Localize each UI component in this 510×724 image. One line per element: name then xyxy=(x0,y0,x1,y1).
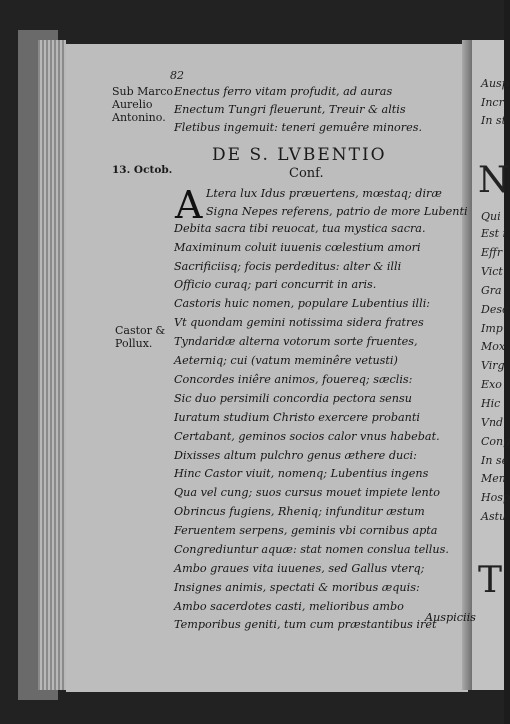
verse-line: Dixisses altum pulchro genus æthere duci: xyxy=(174,449,417,462)
verse-line: Enectum Tungri fleuerunt, Treuir & altis xyxy=(174,103,406,116)
right-page-fragment: Cong xyxy=(481,435,510,448)
verse-line: Enectus ferro vitam profudit, ad auras xyxy=(174,85,393,98)
verse-line: Ltera lux Idus præuertens, mœstaq; diræ xyxy=(206,187,442,200)
verse-line: Debita sacra tibi reuocat, tua mystica sacra. xyxy=(174,222,426,235)
verse-line: Qua vel cung; suos cursus mouet impiete lento xyxy=(174,486,440,499)
verse-line: Maximinum coluit iuuenis cœlestium amori xyxy=(174,241,421,254)
verse-line: Feruentem serpens, geminis vbi cornibus apta xyxy=(174,524,438,537)
right-page-fragment: N xyxy=(478,160,510,201)
verse-line: Vt quondam gemini notissima sidera fratres xyxy=(174,316,424,329)
section-subheading: Conf. xyxy=(289,166,324,181)
right-page-fragment: Effr xyxy=(481,246,503,259)
margin-note-castor xyxy=(115,324,165,350)
verse-line: Ambo graues vita iuuenes, sed Gallus vterq; xyxy=(174,562,425,575)
verse-line: Signa Nepes referens, patrio de more Lubenti xyxy=(206,205,468,218)
verse-line: Hinc Castor viuit, nomenq; Lubentius ingens xyxy=(174,467,429,480)
right-page-fragment: Hosp xyxy=(481,491,510,504)
verse-line: Congrediuntur aquæ: stat nomen conslua tellus. xyxy=(174,543,449,556)
drop-capital: A xyxy=(175,183,203,227)
verse-line: Obrincus fugiens, Rheniq; infunditur æstum xyxy=(174,505,425,518)
verse-line: Aeterniq; cui (vatum meminêre vetusti) xyxy=(174,354,398,367)
catchword: Auspiciis xyxy=(425,611,476,624)
right-page-fragment: Men xyxy=(481,472,506,485)
page-stack-edge xyxy=(38,40,66,690)
verse-line: Officio curaq; pari concurrit in aris. xyxy=(174,278,377,291)
page-number: 82 xyxy=(170,69,184,82)
right-page-fragment: Incr xyxy=(481,96,504,109)
margin-note-line: Sub Marco xyxy=(112,85,174,98)
margin-note-line: Pollux. xyxy=(115,337,153,350)
margin-note-emperor xyxy=(112,85,173,124)
verse-line: Tyndaridæ alterna votorum sorte fruentes, xyxy=(174,335,418,348)
right-page-fragment: Astu xyxy=(481,510,507,523)
verse-line: Ambo sacerdotes casti, melioribus ambo xyxy=(174,600,404,613)
right-page-fragment: Vnd xyxy=(481,416,504,429)
margin-note-line: Antonino. xyxy=(112,111,166,124)
left-page xyxy=(66,44,468,692)
right-page-fragment: Virg xyxy=(481,359,505,372)
verse-line: Iuratum studium Christo exercere probanti xyxy=(174,411,420,424)
verse-line: Sic duo persimili concordia pectora sensu xyxy=(174,392,412,405)
right-page-fragment: Qui xyxy=(481,210,501,223)
right-page-fragment: In st xyxy=(481,114,506,127)
book-gutter xyxy=(462,40,472,690)
verse-line: Fletibus ingemuit: teneri gemuêre minores. xyxy=(174,121,423,134)
right-page-fragment: In se xyxy=(481,454,509,467)
right-page-fragment: Est i xyxy=(481,227,507,240)
verse-line: Castoris huic nomen, populare Lubentius illi: xyxy=(174,297,431,310)
verse-line: Insignes animis, spectati & moribus æquis: xyxy=(174,581,420,594)
right-page-fragment: Gra xyxy=(481,284,502,297)
margin-note-line: Castor & xyxy=(115,324,166,337)
verse-line: Sacrificiisq; focis perdeditus: alter & illi xyxy=(174,260,402,273)
section-heading: DE S. LVBENTIO xyxy=(212,145,387,165)
margin-note-line: Aurelio xyxy=(112,98,153,111)
margin-note-date: 13. Octob. xyxy=(112,164,173,176)
right-page-fragment: T xyxy=(478,560,503,601)
right-page-fragment: Ausp xyxy=(481,77,509,90)
verse-line: Temporibus geniti, tum cum præstantibus iret xyxy=(174,618,437,631)
right-page-fragment: Desc xyxy=(481,303,509,316)
right-page-fragment: Imp xyxy=(481,322,503,335)
verse-line: Concordes iniêre animos, fouereq; sæclis: xyxy=(174,373,413,386)
right-page-fragment: Mox xyxy=(481,340,506,353)
right-page-fragment: Vict xyxy=(481,265,503,278)
right-page-fragment: Hic xyxy=(481,397,501,410)
right-page-fragment: Exo xyxy=(481,378,502,391)
verse-line: Certabant, geminos socios calor vnus habebat. xyxy=(174,430,440,443)
